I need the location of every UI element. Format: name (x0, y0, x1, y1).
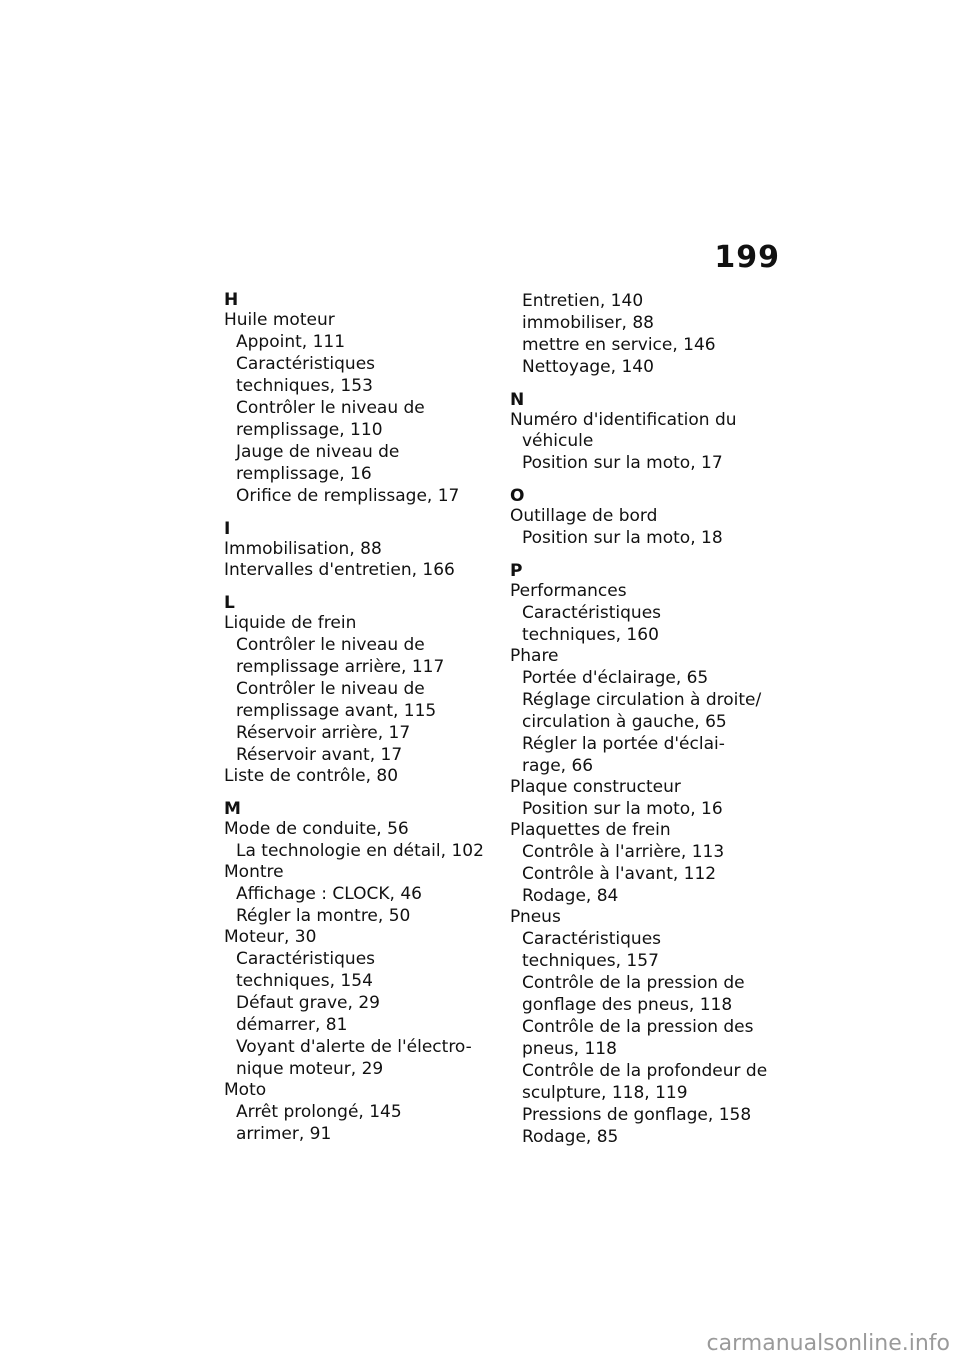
page-number: 199 (714, 240, 780, 275)
index-letter-heading: I (224, 519, 231, 539)
index-subentry-line: remplissage, 110 (236, 420, 383, 440)
index-term (224, 862, 489, 883)
index-subentry (224, 992, 489, 1014)
index-subentry (510, 1126, 775, 1148)
index-term (510, 410, 775, 452)
index-subentry-line: remplissage avant, 115 (236, 701, 437, 721)
index-letter-heading: P (510, 561, 523, 581)
index-term (224, 1080, 489, 1101)
index-subentry-line: Caractéristiques (522, 929, 662, 949)
index-subentry-line: rage, 66 (522, 756, 594, 776)
index-subentry-line: Contrôler le niveau de (236, 679, 425, 699)
index-subentry (510, 1016, 775, 1060)
index-term-text: Montre (224, 862, 284, 882)
index-subentry (510, 863, 775, 885)
index-term (510, 907, 775, 928)
index-subentry-line: Portée d'éclairage, 65 (522, 668, 709, 688)
index-subentry (224, 634, 489, 678)
index-subentry (510, 841, 775, 863)
index-term-text: Intervalles d'entretien, 166 (224, 560, 455, 580)
index-term-text: Liquide de frein (224, 613, 357, 633)
index-subentry (224, 1101, 489, 1123)
index-subentry (510, 452, 775, 474)
index-subentry-line: Nettoyage, 140 (522, 357, 654, 377)
index-subentry-line: arrimer, 91 (236, 1124, 332, 1144)
index-term (510, 646, 775, 667)
index-subentry (224, 1123, 489, 1145)
index-subentry-line: techniques, 160 (522, 625, 659, 645)
index-subentry (510, 667, 775, 689)
index-term-text: Plaquettes de frein (510, 820, 671, 840)
index-subentry-line: sculpture, 118, 119 (522, 1083, 688, 1103)
index-subentry-line: Réservoir avant, 17 (236, 745, 403, 765)
index-subentry (224, 948, 489, 992)
index-subentry (224, 883, 489, 905)
index-term-text: Huile moteur (224, 310, 335, 330)
index-subentry-line: Contrôler le niveau de (236, 635, 425, 655)
index-subentry (224, 905, 489, 927)
index-subentry-line: Position sur la moto, 16 (522, 799, 723, 819)
index-subentry-line: Jauge de niveau de (236, 442, 400, 462)
index-subentry (510, 689, 775, 733)
index-subentry-line: remplissage, 16 (236, 464, 372, 484)
index-term (224, 560, 489, 581)
index-subentry-line: circulation à gauche, 65 (522, 712, 727, 732)
index-subentry (224, 1014, 489, 1036)
index-term-text: Outillage de bord (510, 506, 658, 526)
index-term (224, 539, 489, 560)
index-subentry-line: Contrôler le niveau de (236, 398, 425, 418)
index-subentry-line: Rodage, 85 (522, 1127, 619, 1147)
index-term-text: Moteur, 30 (224, 927, 317, 947)
index-subentry-line: remplissage arrière, 117 (236, 657, 445, 677)
index-subentry-line: techniques, 157 (522, 951, 659, 971)
index-term (224, 927, 489, 948)
index-term-text: Numéro d'identification du (510, 410, 737, 430)
index-column-left (224, 290, 489, 1145)
index-subentry-line: La technologie en détail, 102 (236, 841, 484, 861)
index-subentry (510, 334, 775, 356)
index-subentry (224, 485, 489, 507)
index-term (224, 613, 489, 634)
index-letter-heading: M (224, 799, 241, 819)
index-subentry (224, 353, 489, 397)
index-term (510, 581, 775, 602)
index-subentry (510, 798, 775, 820)
index-subentry-line: Réglage circulation à droite/ (522, 690, 762, 710)
index-subentry (224, 397, 489, 441)
index-subentry (510, 290, 775, 312)
index-subentry-line: Rodage, 84 (522, 886, 619, 906)
index-term (224, 310, 489, 331)
index-subentry-line: Réservoir arrière, 17 (236, 723, 411, 743)
index-subentry-line: techniques, 154 (236, 971, 373, 991)
index-term-text: Moto (224, 1080, 267, 1100)
index-term (224, 819, 489, 840)
index-subentry-line: mettre en service, 146 (522, 335, 716, 355)
index-term (224, 766, 489, 787)
index-subentry (224, 1036, 489, 1080)
index-term-text: Pneus (510, 907, 561, 927)
index-subentry (510, 527, 775, 549)
index-term (510, 777, 775, 798)
index-subentry (224, 840, 489, 862)
index-subentry-line: Affichage : CLOCK, 46 (236, 884, 422, 904)
index-letter-heading: O (510, 486, 525, 506)
index-subentry (510, 1060, 775, 1104)
index-subentry-line: immobiliser, 88 (522, 313, 654, 333)
index-subentry-line: Contrôle de la pression de (522, 973, 745, 993)
index-term-text: Mode de conduite, 56 (224, 819, 409, 839)
index-term (510, 820, 775, 841)
index-subentry-line: Contrôle de la pression des (522, 1017, 754, 1037)
index-subentry (224, 722, 489, 744)
index-subentry-line: pneus, 118 (522, 1039, 617, 1059)
index-letter-heading: L (224, 593, 235, 613)
index-subentry-line: Appoint, 111 (236, 332, 346, 352)
index-subentry-line: Entretien, 140 (522, 291, 644, 311)
index-column-right (510, 290, 775, 1148)
index-term-text: Performances (510, 581, 627, 601)
index-subentry-line: nique moteur, 29 (236, 1059, 384, 1079)
index-subentry-line: Régler la portée d'éclai- (522, 734, 725, 754)
index-subentry-line: gonflage des pneus, 118 (522, 995, 733, 1015)
index-term-continuation: véhicule (522, 431, 594, 451)
index-subentry-line: Contrôle de la profondeur de (522, 1061, 768, 1081)
index-subentry-line: Caractéristiques (236, 354, 376, 374)
index-subentry-line: Position sur la moto, 18 (522, 528, 723, 548)
index-subentry (224, 331, 489, 353)
index-term-text: Liste de contrôle, 80 (224, 766, 399, 786)
index-subentry (510, 1104, 775, 1126)
index-subentry (510, 885, 775, 907)
index-subentry-line: Contrôle à l'avant, 112 (522, 864, 717, 884)
index-subentry-line: Défaut grave, 29 (236, 993, 380, 1013)
index-subentry (510, 312, 775, 334)
index-subentry (224, 678, 489, 722)
index-subentry-line: Caractéristiques (522, 603, 662, 623)
index-subentry-line: Régler la montre, 50 (236, 906, 411, 926)
index-term (510, 506, 775, 527)
index-term-text: Immobilisation, 88 (224, 539, 382, 559)
index-term-text: Phare (510, 646, 559, 666)
index-subentry-line: Position sur la moto, 17 (522, 453, 723, 473)
index-subentry-line: Contrôle à l'arrière, 113 (522, 842, 725, 862)
index-subentry (510, 972, 775, 1016)
index-subentry-line: Caractéristiques (236, 949, 376, 969)
index-subentry (510, 356, 775, 378)
index-subentry-line: Arrêt prolongé, 145 (236, 1102, 402, 1122)
index-subentry-line: Voyant d'alerte de l'électro- (236, 1037, 472, 1057)
index-term-text: Plaque constructeur (510, 777, 681, 797)
index-subentry-line: Pressions de gonflage, 158 (522, 1105, 752, 1125)
index-letter-heading: N (510, 390, 525, 410)
index-subentry (510, 733, 775, 777)
index-letter-heading: H (224, 290, 239, 310)
index-subentry (510, 928, 775, 972)
index-subentry (224, 744, 489, 766)
watermark-text: carmanualsonline.info (706, 1331, 950, 1356)
index-subentry (224, 441, 489, 485)
index-subentry-line: techniques, 153 (236, 376, 373, 396)
index-subentry-line: démarrer, 81 (236, 1015, 348, 1035)
index-subentry (510, 602, 775, 646)
index-subentry-line: Orifice de remplissage, 17 (236, 486, 460, 506)
